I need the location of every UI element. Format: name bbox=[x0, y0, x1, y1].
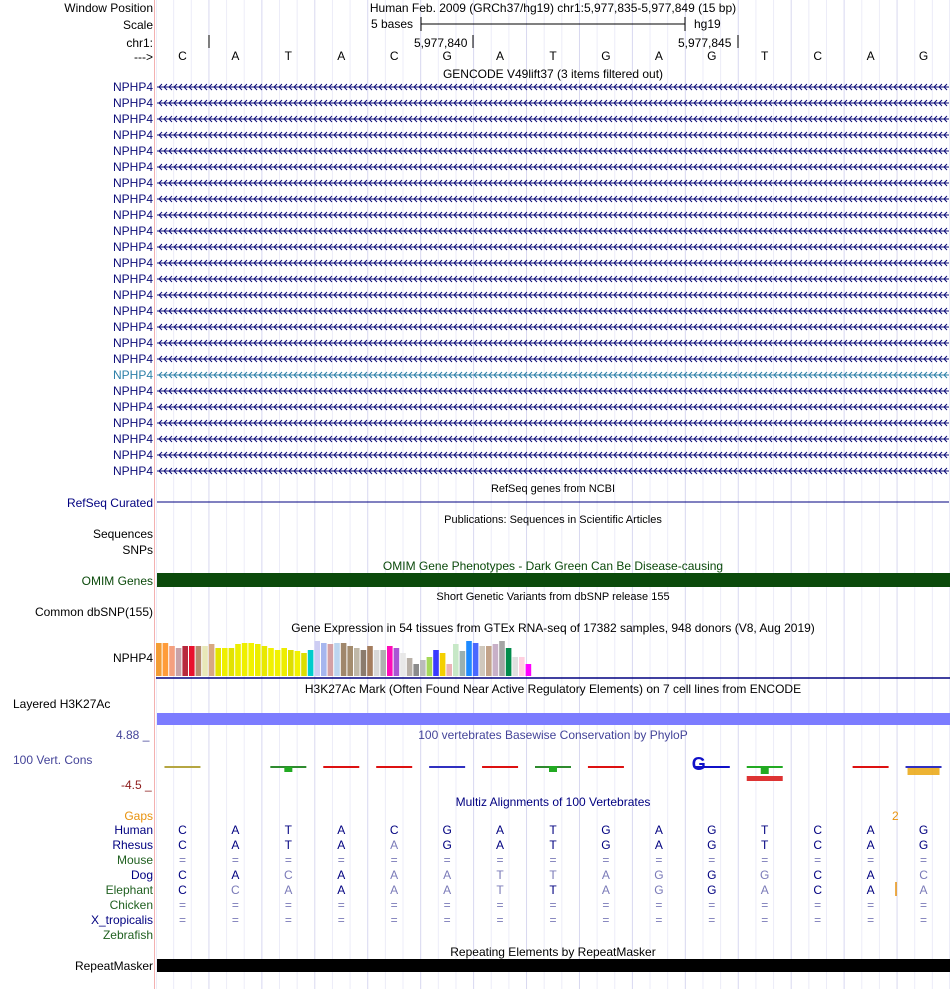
multiz-base: G bbox=[654, 868, 664, 882]
omim-track-title: OMIM Gene Phenotypes - Dark Green Can Be Disease-causing bbox=[382, 559, 724, 573]
gencode-gene-label[interactable]: NPHP4 bbox=[112, 240, 153, 254]
gencode-gene-label[interactable]: NPHP4 bbox=[112, 336, 153, 350]
chrom-label: chr1: bbox=[126, 36, 153, 50]
multiz-base: G bbox=[707, 823, 717, 837]
publications-snps-label[interactable]: SNPs bbox=[122, 543, 153, 557]
gtex-tissue-bar bbox=[380, 650, 386, 676]
gtex-tissue-bar bbox=[163, 643, 169, 676]
multiz-base: G bbox=[707, 868, 717, 882]
multiz-base: A bbox=[866, 883, 875, 897]
phylop-logo-block bbox=[284, 767, 292, 772]
phylop-track-title: 100 vertebrates Basewise Conservation by PhyloP bbox=[418, 728, 688, 742]
position-tick-1: 5,977,840 bbox=[414, 36, 468, 50]
gtex-tissue-bar bbox=[466, 641, 472, 676]
multiz-base: = bbox=[496, 913, 504, 927]
multiz-base: = bbox=[602, 913, 610, 927]
multiz-base: = bbox=[337, 913, 345, 927]
gtex-tissue-bar bbox=[314, 641, 320, 676]
multiz-base: = bbox=[284, 898, 292, 912]
multiz-base: = bbox=[708, 913, 716, 927]
gtex-tissue-bar bbox=[196, 646, 202, 676]
multiz-base: T bbox=[496, 868, 504, 882]
dna-base: G bbox=[601, 49, 611, 63]
multiz-base: = bbox=[655, 898, 663, 912]
dna-base: T bbox=[284, 49, 292, 63]
gencode-gene-label[interactable]: NPHP4 bbox=[112, 464, 153, 478]
gtex-tissue-bar bbox=[275, 650, 281, 676]
gtex-tissue-bar bbox=[519, 657, 525, 676]
multiz-base: T bbox=[496, 883, 504, 897]
multiz-base: A bbox=[601, 868, 610, 882]
multiz-base: C bbox=[178, 823, 187, 837]
multiz-species-label[interactable]: Human bbox=[114, 823, 153, 837]
multiz-base: A bbox=[496, 838, 505, 852]
multiz-base: A bbox=[390, 838, 399, 852]
gtex-tissue-bar bbox=[189, 646, 195, 676]
multiz-base: = bbox=[920, 898, 928, 912]
dna-base: C bbox=[813, 49, 822, 63]
multiz-base: G bbox=[760, 868, 770, 882]
gencode-gene-label[interactable]: NPHP4 bbox=[112, 416, 153, 430]
gencode-gene-label[interactable]: NPHP4 bbox=[112, 176, 153, 190]
multiz-base: = bbox=[443, 913, 451, 927]
multiz-base: = bbox=[867, 913, 875, 927]
dna-base: C bbox=[389, 49, 399, 63]
h3k27ac-track-title: H3K27Ac Mark (Often Found Near Active Regulatory Elements) on 7 cell lines from ENCODE bbox=[304, 682, 802, 696]
dna-base: C bbox=[178, 49, 187, 63]
multiz-base: = bbox=[390, 898, 398, 912]
multiz-base: C bbox=[813, 823, 822, 837]
gtex-tissue-bar bbox=[367, 646, 373, 676]
multiz-base: C bbox=[231, 883, 240, 897]
multiz-base: A bbox=[337, 838, 346, 852]
gtex-tissue-bar bbox=[262, 646, 268, 676]
multiz-base: T bbox=[284, 838, 292, 852]
multiz-base: T bbox=[549, 868, 557, 882]
dna-base: A bbox=[496, 49, 505, 63]
gtex-tissue-bar bbox=[387, 646, 393, 676]
multiz-base: = bbox=[337, 898, 345, 912]
multiz-base: = bbox=[178, 913, 186, 927]
position-tick-2: 5,977,845 bbox=[678, 36, 732, 50]
dna-base: G bbox=[707, 49, 717, 63]
gencode-gene-label[interactable]: NPHP4 bbox=[112, 128, 153, 142]
gtex-tissue-bar bbox=[295, 651, 301, 676]
gencode-gene-label[interactable]: NPHP4 bbox=[112, 288, 153, 302]
multiz-base: G bbox=[442, 823, 452, 837]
multiz-base: = bbox=[390, 853, 398, 867]
multiz-base: = bbox=[231, 913, 239, 927]
gtex-tissue-bar bbox=[486, 646, 492, 676]
gtex-tissue-bar bbox=[209, 644, 215, 676]
gtex-tissue-bar bbox=[288, 650, 294, 676]
gencode-gene-label[interactable]: NPHP4 bbox=[112, 144, 153, 158]
dna-base: A bbox=[337, 49, 346, 63]
multiz-base: A bbox=[284, 883, 293, 897]
multiz-base: = bbox=[761, 913, 769, 927]
multiz-base: G bbox=[601, 838, 611, 852]
gencode-gene-label[interactable]: NPHP4 bbox=[112, 320, 153, 334]
multiz-base: A bbox=[866, 868, 875, 882]
gtex-tissue-bar bbox=[321, 643, 327, 676]
multiz-base: = bbox=[708, 853, 716, 867]
dna-base: T bbox=[761, 49, 769, 63]
multiz-species-label[interactable]: Chicken bbox=[109, 898, 153, 912]
gencode-gene-label[interactable]: NPHP4 bbox=[112, 96, 153, 110]
multiz-base: A bbox=[231, 823, 240, 837]
multiz-base: = bbox=[655, 913, 663, 927]
gtex-tissue-bar bbox=[235, 644, 241, 676]
multiz-base: = bbox=[814, 898, 822, 912]
strand-label: ---> bbox=[134, 50, 153, 64]
multiz-base: = bbox=[708, 898, 716, 912]
multiz-base: A bbox=[654, 838, 663, 852]
gtex-tissue-bar bbox=[526, 664, 532, 676]
gtex-tissue-bar bbox=[255, 644, 261, 676]
multiz-base: C bbox=[389, 823, 399, 837]
dna-base: A bbox=[654, 49, 663, 63]
gtex-tissue-bar bbox=[460, 651, 466, 676]
multiz-base: A bbox=[337, 868, 346, 882]
gtex-tissue-bar bbox=[308, 650, 314, 676]
multiz-base: G bbox=[707, 883, 717, 897]
multiz-base: = bbox=[390, 913, 398, 927]
multiz-base: A bbox=[760, 883, 769, 897]
multiz-base: = bbox=[443, 898, 451, 912]
multiz-base: A bbox=[231, 838, 240, 852]
multiz-base: C bbox=[813, 868, 822, 882]
gtex-tissue-bar bbox=[156, 643, 162, 676]
multiz-base: C bbox=[178, 838, 187, 852]
multiz-base: = bbox=[655, 853, 663, 867]
multiz-base: G bbox=[601, 823, 611, 837]
multiz-base: = bbox=[178, 853, 186, 867]
gtex-tissue-bar bbox=[182, 646, 188, 676]
gtex-gene-label[interactable]: NPHP4 bbox=[112, 651, 153, 665]
gtex-tissue-bar bbox=[446, 664, 452, 676]
gencode-gene-label[interactable]: NPHP4 bbox=[112, 80, 153, 94]
phylop-logo-neg bbox=[747, 776, 783, 781]
multiz-base: G bbox=[707, 838, 717, 852]
multiz-track-title: Multiz Alignments of 100 Vertebrates bbox=[455, 795, 651, 809]
multiz-base: T bbox=[549, 823, 557, 837]
dna-base: G bbox=[918, 49, 929, 63]
multiz-base: C bbox=[178, 868, 187, 882]
multiz-base: A bbox=[919, 883, 928, 897]
multiz-base: C bbox=[813, 838, 822, 852]
gencode-gene-label[interactable]: NPHP4 bbox=[112, 352, 153, 366]
repeatmasker-bar bbox=[157, 959, 950, 972]
phylop-logo-neg bbox=[908, 768, 940, 775]
multiz-base: A bbox=[654, 823, 663, 837]
gtex-tissue-bar bbox=[407, 658, 413, 676]
gtex-tissue-bar bbox=[499, 641, 505, 676]
gtex-tissue-bar bbox=[215, 648, 221, 676]
multiz-base: A bbox=[231, 868, 240, 882]
multiz-base: A bbox=[601, 883, 610, 897]
multiz-base: = bbox=[920, 913, 928, 927]
multiz-base: C bbox=[283, 868, 293, 882]
gtex-tissue-bar bbox=[413, 664, 419, 676]
gtex-tissue-bar bbox=[493, 644, 499, 676]
multiz-base: = bbox=[761, 898, 769, 912]
multiz-base: = bbox=[761, 853, 769, 867]
gencode-gene-label[interactable]: NPHP4 bbox=[112, 304, 153, 318]
gtex-tissue-bar bbox=[176, 648, 182, 676]
gencode-gene-label[interactable]: NPHP4 bbox=[112, 224, 153, 238]
refseq-track-title: RefSeq genes from NCBI bbox=[490, 483, 616, 495]
gtex-tissue-bar bbox=[473, 643, 479, 676]
scale-db-text: hg19 bbox=[694, 17, 721, 31]
multiz-base: = bbox=[814, 853, 822, 867]
multiz-base: = bbox=[549, 913, 557, 927]
multiz-base: A bbox=[496, 823, 505, 837]
gtex-tissue-bar bbox=[433, 650, 439, 676]
phylop-max-label: 4.88 _ bbox=[116, 728, 150, 742]
repeatmasker-label[interactable]: RepeatMasker bbox=[74, 959, 153, 973]
multiz-base: A bbox=[337, 823, 346, 837]
window-position-label: Window Position bbox=[64, 1, 153, 15]
multiz-species-label[interactable]: X_tropicalis bbox=[90, 913, 153, 927]
multiz-base: = bbox=[867, 898, 875, 912]
gtex-track-title: Gene Expression in 54 tissues from GTEx RNA-seq of 17382 samples, 948 donors (V8, Aug 2019) bbox=[291, 621, 815, 635]
gtex-tissue-bar bbox=[248, 643, 254, 676]
repeatmasker-track-title: Repeating Elements by RepeatMasker bbox=[450, 945, 656, 959]
dbsnp-track-title: Short Genetic Variants from dbSNP release 155 bbox=[436, 591, 670, 603]
multiz-base: A bbox=[337, 883, 346, 897]
multiz-base: = bbox=[602, 898, 610, 912]
gtex-tissue-bar bbox=[427, 657, 433, 676]
gencode-gene-label[interactable]: NPHP4 bbox=[112, 448, 153, 462]
multiz-base: = bbox=[920, 853, 928, 867]
gtex-tissue-bar bbox=[301, 653, 307, 676]
gtex-tissue-bar bbox=[268, 648, 274, 676]
gtex-tissue-bar bbox=[229, 648, 235, 676]
multiz-gaps-label: Gaps bbox=[124, 809, 153, 823]
dna-base: A bbox=[866, 49, 875, 63]
gencode-gene-label[interactable]: NPHP4 bbox=[112, 192, 153, 206]
multiz-base: = bbox=[178, 898, 186, 912]
dna-base: G bbox=[442, 49, 452, 63]
phylop-logo-block bbox=[761, 766, 769, 774]
multiz-base: A bbox=[866, 838, 875, 852]
gtex-tissue-bar bbox=[328, 644, 334, 676]
h3k27ac-label[interactable]: Layered H3K27Ac bbox=[13, 697, 111, 711]
gtex-tissue-bar bbox=[281, 648, 287, 676]
multiz-gaps-count: 2 bbox=[892, 809, 899, 823]
multiz-base: = bbox=[496, 898, 504, 912]
multiz-base: C bbox=[178, 883, 187, 897]
scale-label: Scale bbox=[122, 18, 153, 32]
multiz-species-label[interactable]: Rhesus bbox=[112, 838, 153, 852]
multiz-base: C bbox=[919, 868, 928, 882]
gtex-tissue-bar bbox=[400, 653, 406, 676]
dbsnp-label[interactable]: Common dbSNP(155) bbox=[34, 605, 153, 619]
gtex-tissue-bar bbox=[374, 650, 380, 676]
phylop-logo-block bbox=[549, 766, 557, 772]
phylop-min-label: -4.5 _ bbox=[121, 778, 152, 792]
gencode-track-title: GENCODE V49lift37 (3 items filtered out) bbox=[442, 67, 664, 81]
assembly-title: Human Feb. 2009 (GRCh37/hg19) chr1:5,977,835-5,977,849 (15 bp) bbox=[369, 1, 737, 15]
multiz-base: C bbox=[813, 883, 822, 897]
multiz-base: T bbox=[761, 823, 769, 837]
refseq-label[interactable]: RefSeq Curated bbox=[66, 496, 153, 510]
gtex-tissue-bar bbox=[394, 648, 400, 676]
gtex-tissue-bar bbox=[420, 660, 426, 676]
multiz-base: T bbox=[549, 883, 557, 897]
multiz-species-label[interactable]: Mouse bbox=[116, 853, 153, 867]
gtex-tissue-bar bbox=[169, 646, 175, 676]
omim-label[interactable]: OMIM Genes bbox=[81, 574, 153, 588]
gencode-gene-label[interactable]: NPHP4 bbox=[112, 368, 153, 382]
gtex-tissue-bar bbox=[479, 646, 485, 676]
multiz-base: = bbox=[814, 913, 822, 927]
phylop-label[interactable]: 100 Vert. Cons bbox=[13, 753, 93, 767]
multiz-base: = bbox=[549, 853, 557, 867]
multiz-base: = bbox=[867, 853, 875, 867]
gtex-tissue-bar bbox=[242, 643, 248, 676]
dna-base: A bbox=[231, 49, 240, 63]
gencode-gene-label[interactable]: NPHP4 bbox=[112, 256, 153, 270]
gtex-tissue-bar bbox=[222, 648, 228, 676]
multiz-base: = bbox=[337, 853, 345, 867]
gtex-tissue-bar bbox=[506, 648, 512, 676]
gtex-tissue-bar bbox=[354, 648, 360, 676]
multiz-base: G bbox=[918, 823, 929, 837]
gtex-tissue-bar bbox=[440, 653, 446, 676]
multiz-base: T bbox=[761, 838, 769, 852]
phylop-logo-g: G bbox=[691, 754, 706, 774]
multiz-base: = bbox=[496, 853, 504, 867]
gtex-tissue-bar bbox=[347, 646, 353, 676]
multiz-base: A bbox=[390, 883, 399, 897]
publications-track-title: Publications: Sequences in Scientific Articles bbox=[444, 514, 662, 526]
multiz-species-label[interactable]: Zebrafish bbox=[102, 928, 153, 942]
gtex-tissue-bar bbox=[512, 657, 518, 676]
multiz-base: = bbox=[231, 898, 239, 912]
multiz-base: A bbox=[866, 823, 875, 837]
gencode-gene-label[interactable]: NPHP4 bbox=[112, 384, 153, 398]
multiz-base: = bbox=[284, 853, 292, 867]
multiz-base: = bbox=[231, 853, 239, 867]
multiz-base: T bbox=[549, 838, 557, 852]
multiz-species-label[interactable]: Elephant bbox=[105, 883, 153, 897]
publications-sequences-label[interactable]: Sequences bbox=[92, 527, 153, 541]
multiz-base: = bbox=[284, 913, 292, 927]
gtex-tissue-bar bbox=[361, 650, 367, 676]
gtex-tissue-bar bbox=[341, 643, 347, 676]
dna-base: T bbox=[549, 49, 557, 63]
multiz-base: A bbox=[390, 868, 399, 882]
h3k27ac-signal bbox=[157, 713, 950, 725]
gencode-gene-label[interactable]: NPHP4 bbox=[112, 272, 153, 286]
gencode-gene-label[interactable]: NPHP4 bbox=[112, 160, 153, 174]
gencode-gene-label[interactable]: NPHP4 bbox=[112, 432, 153, 446]
gencode-gene-label[interactable]: NPHP4 bbox=[112, 208, 153, 222]
multiz-base: G bbox=[918, 838, 929, 852]
multiz-base: = bbox=[602, 853, 610, 867]
multiz-base: A bbox=[443, 883, 452, 897]
multiz-base: T bbox=[284, 823, 292, 837]
gtex-tissue-bar bbox=[202, 646, 208, 676]
gtex-tissue-bar bbox=[334, 643, 340, 676]
gencode-gene-label[interactable]: NPHP4 bbox=[112, 112, 153, 126]
omim-bar bbox=[157, 573, 950, 587]
gencode-gene-label[interactable]: NPHP4 bbox=[112, 400, 153, 414]
scale-bases-text: 5 bases bbox=[371, 17, 414, 31]
multiz-base: = bbox=[549, 898, 557, 912]
gtex-tissue-bar bbox=[453, 644, 459, 676]
multiz-base: G bbox=[442, 838, 452, 852]
multiz-base: A bbox=[443, 868, 452, 882]
multiz-base: = bbox=[443, 853, 451, 867]
multiz-species-label[interactable]: Dog bbox=[130, 868, 153, 882]
multiz-base: G bbox=[654, 883, 664, 897]
